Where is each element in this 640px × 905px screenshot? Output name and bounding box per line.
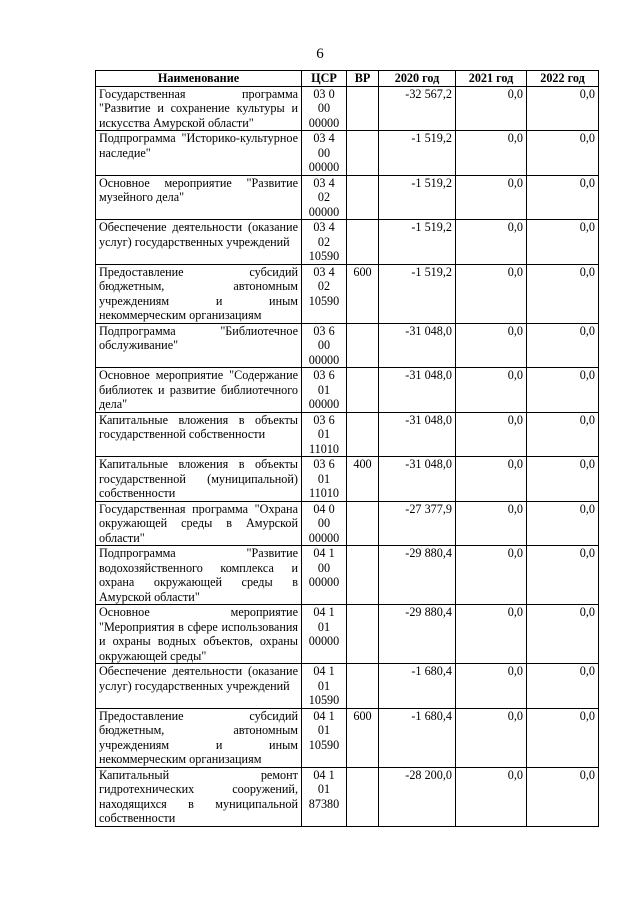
row-csr: 03 6 00 00000 (302, 323, 347, 368)
row-2022: 0,0 (527, 220, 599, 265)
header-2022: 2022 год (527, 71, 599, 87)
row-2021: 0,0 (456, 220, 527, 265)
row-vr (347, 546, 379, 605)
row-name: Капитальные вложения в объекты государственной собственности (96, 412, 302, 457)
row-2022: 0,0 (527, 605, 599, 664)
row-vr: 600 (347, 708, 379, 767)
row-2020: -31 048,0 (379, 412, 456, 457)
row-name: Капитальный ремонт гидротехнических сооружений, находящихся в муниципальной собственности (96, 767, 302, 826)
row-csr: 03 4 02 00000 (302, 175, 347, 220)
row-name: Основное мероприятие "Развитие музейного дела" (96, 175, 302, 220)
row-2022: 0,0 (527, 323, 599, 368)
row-vr (347, 131, 379, 176)
row-name: Государственная программа "Развитие и сохранение культуры и искусства Амурской области" (96, 86, 302, 131)
row-vr (347, 175, 379, 220)
row-2020: -28 200,0 (379, 767, 456, 826)
row-vr (347, 605, 379, 664)
row-name: Основное мероприятие "Содержание библиотек и развитие библиотечного дела" (96, 368, 302, 413)
row-vr (347, 767, 379, 826)
header-2021: 2021 год (456, 71, 527, 87)
row-2022: 0,0 (527, 131, 599, 176)
header-2020: 2020 год (379, 71, 456, 87)
row-2020: -31 048,0 (379, 323, 456, 368)
row-2022: 0,0 (527, 546, 599, 605)
row-name: Обеспечение деятельности (оказание услуг) государственных учреждений (96, 220, 302, 265)
table-row (96, 368, 599, 413)
row-2021: 0,0 (456, 412, 527, 457)
row-csr: 03 6 01 11010 (302, 457, 347, 502)
row-2021: 0,0 (456, 605, 527, 664)
table-row (96, 220, 599, 265)
row-csr: 03 4 02 10590 (302, 220, 347, 265)
row-vr (347, 412, 379, 457)
row-2020: -1 519,2 (379, 131, 456, 176)
row-vr: 400 (347, 457, 379, 502)
table-row (96, 457, 599, 502)
row-csr: 03 4 00 00000 (302, 131, 347, 176)
row-2020: -29 880,4 (379, 605, 456, 664)
row-name: Государственная программа "Охрана окружающей среды в Амурской области" (96, 501, 302, 546)
row-csr: 04 1 00 00000 (302, 546, 347, 605)
header-name: Наименование (96, 71, 302, 87)
row-name: Подпрограмма "Историко-культурное наследие" (96, 131, 302, 176)
row-2020: -1 680,4 (379, 708, 456, 767)
row-2022: 0,0 (527, 501, 599, 546)
table-row (96, 501, 599, 546)
row-2020: -27 377,9 (379, 501, 456, 546)
table-row (96, 605, 599, 664)
row-2021: 0,0 (456, 708, 527, 767)
row-vr (347, 368, 379, 413)
row-2020: -1 680,4 (379, 664, 456, 709)
row-2022: 0,0 (527, 457, 599, 502)
row-vr (347, 501, 379, 546)
row-csr: 04 1 01 87380 (302, 767, 347, 826)
row-2021: 0,0 (456, 264, 527, 323)
row-2021: 0,0 (456, 546, 527, 605)
row-csr: 04 1 01 10590 (302, 664, 347, 709)
row-name: Капитальные вложения в объекты государственной (муниципальной) собственности (96, 457, 302, 502)
page-number: 6 (316, 46, 324, 62)
row-2022: 0,0 (527, 412, 599, 457)
row-2021: 0,0 (456, 86, 527, 131)
row-2021: 0,0 (456, 131, 527, 176)
table-row (96, 175, 599, 220)
row-2020: -1 519,2 (379, 175, 456, 220)
row-2021: 0,0 (456, 368, 527, 413)
row-csr: 03 4 02 10590 (302, 264, 347, 323)
table-row (96, 264, 599, 323)
header-vr: ВР (347, 71, 379, 87)
row-2020: -1 519,2 (379, 264, 456, 323)
table-header-row (96, 71, 599, 87)
row-2021: 0,0 (456, 457, 527, 502)
row-2021: 0,0 (456, 323, 527, 368)
row-2021: 0,0 (456, 767, 527, 826)
row-csr: 04 1 01 10590 (302, 708, 347, 767)
row-2022: 0,0 (527, 767, 599, 826)
row-2022: 0,0 (527, 264, 599, 323)
row-name: Подпрограмма "Библиотечное обслуживание" (96, 323, 302, 368)
table-row (96, 546, 599, 605)
table-row (96, 412, 599, 457)
row-name: Основное мероприятие "Мероприятия в сфере использования и охраны водных объектов, охраны окружающей среды" (96, 605, 302, 664)
row-csr: 03 6 01 11010 (302, 412, 347, 457)
row-2021: 0,0 (456, 664, 527, 709)
row-csr: 04 1 01 00000 (302, 605, 347, 664)
table-row (96, 767, 599, 826)
row-2020: -29 880,4 (379, 546, 456, 605)
row-vr: 600 (347, 264, 379, 323)
table-row (96, 131, 599, 176)
row-vr (347, 323, 379, 368)
row-2022: 0,0 (527, 175, 599, 220)
row-2021: 0,0 (456, 501, 527, 546)
table-body (96, 86, 599, 826)
row-name: Обеспечение деятельности (оказание услуг) государственных учреждений (96, 664, 302, 709)
row-2020: -32 567,2 (379, 86, 456, 131)
header-csr: ЦСР (302, 71, 347, 87)
row-csr: 03 6 01 00000 (302, 368, 347, 413)
row-name: Подпрограмма "Развитие водохозяйственного комплекса и охрана окружающей среды в Амурской области" (96, 546, 302, 605)
row-2020: -31 048,0 (379, 368, 456, 413)
table-row (96, 323, 599, 368)
row-2020: -31 048,0 (379, 457, 456, 502)
table-row (96, 86, 599, 131)
budget-table (95, 70, 599, 827)
row-2022: 0,0 (527, 708, 599, 767)
row-2022: 0,0 (527, 664, 599, 709)
row-name: Предоставление субсидий бюджетным, автономным учреждениям и иным некоммерческим организациям (96, 264, 302, 323)
row-vr (347, 220, 379, 265)
row-2022: 0,0 (527, 368, 599, 413)
row-csr: 03 0 00 00000 (302, 86, 347, 131)
table-row (96, 708, 599, 767)
row-2020: -1 519,2 (379, 220, 456, 265)
row-vr (347, 664, 379, 709)
row-csr: 04 0 00 00000 (302, 501, 347, 546)
row-2022: 0,0 (527, 86, 599, 131)
row-2021: 0,0 (456, 175, 527, 220)
row-vr (347, 86, 379, 131)
row-name: Предоставление субсидий бюджетным, автономным учреждениям и иным некоммерческим организациям (96, 708, 302, 767)
table-row (96, 664, 599, 709)
